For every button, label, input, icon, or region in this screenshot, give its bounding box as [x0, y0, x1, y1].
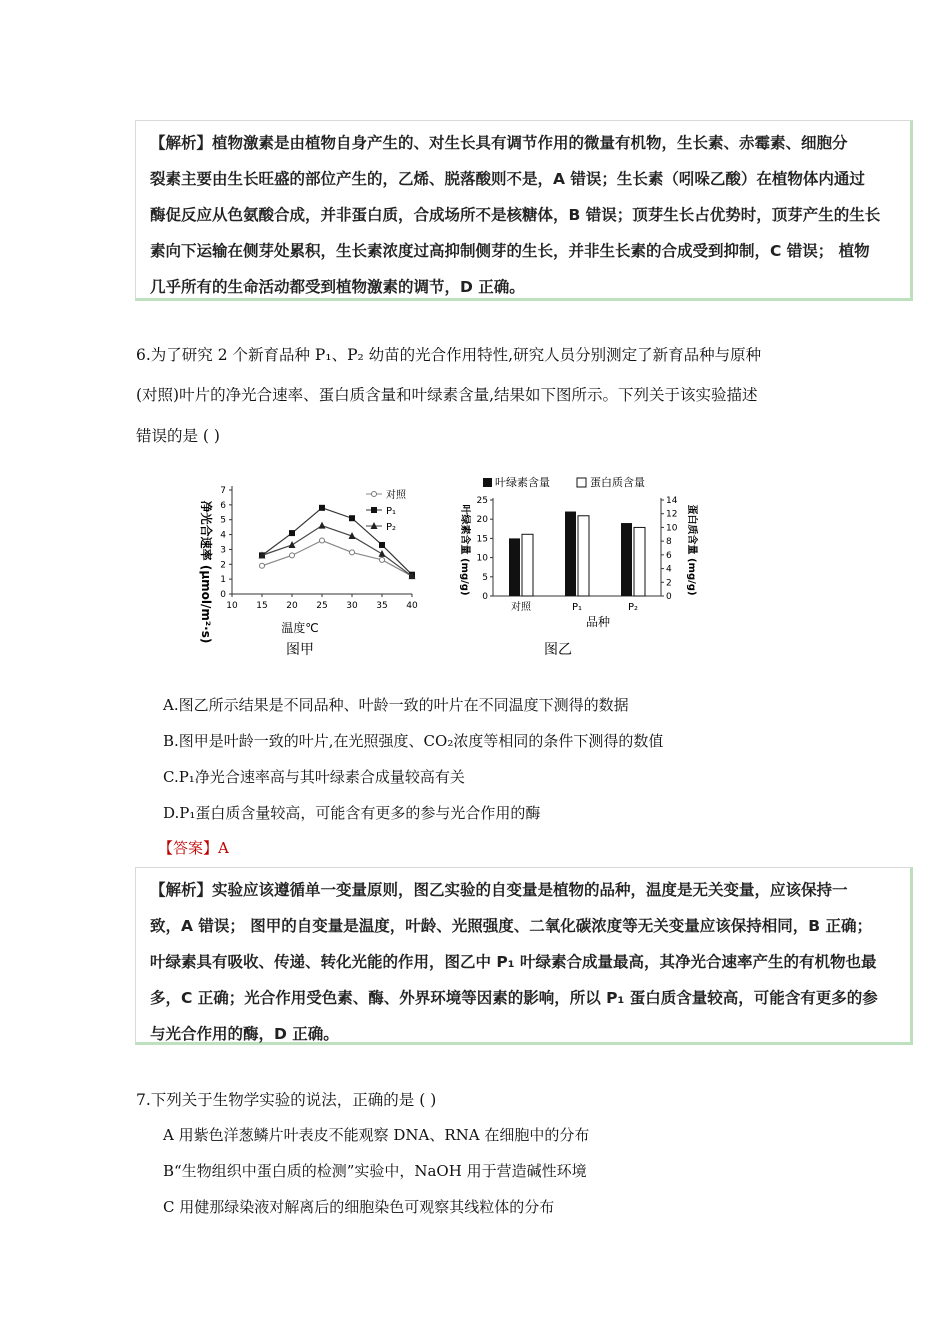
- y-left-tick-label: 20: [476, 515, 488, 526]
- data-point: [380, 557, 385, 562]
- bar-protein: [522, 534, 533, 596]
- data-point: [260, 563, 265, 568]
- x-tick-label: 20: [286, 601, 298, 611]
- y-right-tick-label: 2: [666, 578, 672, 589]
- analysis-box-6: [135, 867, 913, 1045]
- bar-protein: [578, 516, 589, 596]
- question-6-answer: 【答案】A: [158, 839, 229, 857]
- series-line-0: [262, 541, 412, 577]
- question-6-option-d: D.P₁蛋白质含量较高，可能含有更多的参与光合作用的酶: [163, 804, 541, 822]
- y-right-label: 蛋白质含量 (mg/g): [686, 504, 697, 596]
- bar-protein: [634, 527, 645, 596]
- legend-label: P₂: [386, 522, 397, 533]
- series-line-1: [262, 508, 412, 575]
- legend-label-chlorophyll: 叶绿素含量: [495, 476, 550, 489]
- data-point: [289, 530, 295, 536]
- y-tick-label: 5: [220, 515, 226, 526]
- bar-chlorophyll: [509, 538, 520, 596]
- question-7-option-b: B“生物组织中蛋白质的检测”实验中，NaOH 用于营造碱性环境: [163, 1162, 587, 1180]
- data-point: [379, 550, 386, 557]
- y-right-tick-label: 14: [666, 496, 678, 506]
- bar-chlorophyll: [621, 523, 632, 596]
- analysis-line: 与光合作用的酶，D 正确。: [150, 1025, 339, 1043]
- legend-label: 对照: [386, 490, 406, 501]
- figure-a-caption: 图甲: [286, 642, 314, 658]
- data-point: [289, 541, 296, 548]
- figure-b: [453, 472, 698, 662]
- x-tick-label: 15: [256, 601, 268, 611]
- analysis-line: 叶绿素具有吸收、传递、转化光能的作用，图乙中 P₁ 叶绿素合成量最高，其净光合速率产生的有机物也最: [150, 953, 877, 971]
- y-left-tick-label: 25: [476, 496, 488, 506]
- bar-chlorophyll: [565, 512, 576, 596]
- figure-b-caption: 图乙: [544, 642, 572, 658]
- figure-b-xlabel: 品种: [585, 615, 611, 629]
- data-point: [319, 505, 325, 511]
- legend-label-protein: 蛋白质含量: [590, 476, 645, 489]
- data-point: [319, 522, 326, 529]
- analysis-line: 【解析】实验应该遵循单一变量原则，图乙实验的自变量是植物的品种，温度是无关变量，应该保持一: [150, 881, 848, 899]
- question-6-option-b: B.图甲是叶龄一致的叶片,在光照强度、CO₂浓度等相同的条件下测得的数值: [163, 732, 664, 750]
- y-left-label: 叶绿素含量 (mg/g): [459, 504, 470, 596]
- y-tick-label: 3: [220, 545, 226, 556]
- analysis-box-5: [135, 120, 913, 301]
- legend-marker: [371, 507, 377, 513]
- data-point: [320, 538, 325, 543]
- y-left-tick-label: 15: [476, 534, 488, 545]
- y-tick-label: 0: [220, 590, 226, 600]
- x-tick-label: P₂: [627, 602, 639, 613]
- question-6-stem-line2: (对照)叶片的净光合速率、蛋白质含量和叶绿素含量,结果如下图所示。下列关于该实验描述: [136, 386, 758, 404]
- y-right-tick-label: 10: [666, 523, 678, 534]
- figure-a: [190, 472, 430, 662]
- legend-label: P₁: [386, 506, 397, 517]
- y-right-tick-label: 8: [666, 537, 672, 548]
- figure-a-xlabel: 温度℃: [281, 621, 319, 635]
- analysis-line: 几乎所有的生命活动都受到植物激素的调节，D 正确。: [150, 278, 525, 296]
- y-tick-label: 4: [220, 530, 226, 541]
- figure-a-ylabel: 净光合速率 (μmol/m²·s): [199, 500, 213, 644]
- x-tick-label: 10: [226, 601, 238, 611]
- y-right-tick-label: 4: [666, 564, 672, 575]
- analysis-line: 【解析】植物激素是由植物自身产生的、对生长具有调节作用的微量有机物，生长素、赤霉素、细胞分: [150, 134, 848, 152]
- question-6-stem-line3: 错误的是 ( ): [136, 427, 220, 445]
- figure-b-svg: [453, 472, 698, 662]
- analysis-line: 裂素主要由生长旺盛的部位产生的，乙烯、脱落酸则不是，A 错误；生长素（吲哚乙酸）在植物体内通过: [150, 170, 865, 188]
- x-tick-label: 35: [376, 601, 388, 611]
- x-tick-label: 30: [346, 601, 358, 611]
- y-tick-label: 2: [220, 560, 226, 571]
- legend-marker: [372, 492, 377, 497]
- y-tick-label: 7: [220, 486, 226, 496]
- data-point: [349, 515, 355, 521]
- x-tick-label: P₁: [571, 602, 583, 613]
- y-left-tick-label: 5: [482, 572, 488, 583]
- question-6-option-a: A.图乙所示结果是不同品种、叶龄一致的叶片在不同温度下测得的数据: [163, 696, 629, 714]
- x-tick-label: 40: [406, 601, 418, 611]
- analysis-line: 多，C 正确；光合作用受色素、酶、外界环境等因素的影响，所以 P₁ 蛋白质含量较高，可能含有更多的参: [150, 989, 878, 1007]
- data-point: [379, 542, 385, 548]
- figure-a-svg: [190, 472, 430, 662]
- y-right-tick-label: 0: [666, 592, 672, 602]
- x-tick-label: 25: [316, 601, 328, 611]
- question-6-stem-line1: 6.为了研究 2 个新育品种 P₁、P₂ 幼苗的光合作用特性,研究人员分别测定了新育品种与原种: [136, 346, 762, 364]
- legend-marker-protein: [577, 478, 586, 487]
- analysis-line: 致，A 错误； 图甲的自变量是温度，叶龄、光照强度、二氧化碳浓度等无关变量应该保持相同，B 正确；: [150, 917, 873, 935]
- y-left-tick-label: 0: [482, 592, 488, 602]
- series-line-2: [262, 526, 412, 577]
- y-right-tick-label: 6: [666, 550, 672, 561]
- y-tick-label: 1: [220, 575, 226, 586]
- y-tick-label: 6: [220, 500, 226, 511]
- x-tick-label: 对照: [511, 602, 531, 613]
- analysis-line: 酶促反应从色氨酸合成，并非蛋白质，合成场所不是核糖体，B 错误；顶芽生长占优势时，顶芽产生的生长: [150, 206, 881, 224]
- question-7-option-a: A 用紫色洋葱鳞片叶表皮不能观察 DNA、RNA 在细胞中的分布: [163, 1126, 590, 1144]
- question-7-stem: 7.下列关于生物学实验的说法，正确的是 ( ): [136, 1091, 437, 1109]
- analysis-line: 素向下运输在侧芽处累积，生长素浓度过高抑制侧芽的生长，并非生长素的合成受到抑制，C 错误； 植物: [150, 242, 870, 260]
- y-right-tick-label: 12: [666, 509, 678, 520]
- data-point: [350, 550, 355, 555]
- data-point: [290, 553, 295, 558]
- question-6-option-c: C.P₁净光合速率高与其叶绿素合成量较高有关: [163, 768, 465, 786]
- question-7-option-c: C 用健那绿染液对解离后的细胞染色可观察其线粒体的分布: [163, 1198, 555, 1216]
- y-left-tick-label: 10: [476, 553, 488, 564]
- legend-marker-chlorophyll: [483, 478, 492, 487]
